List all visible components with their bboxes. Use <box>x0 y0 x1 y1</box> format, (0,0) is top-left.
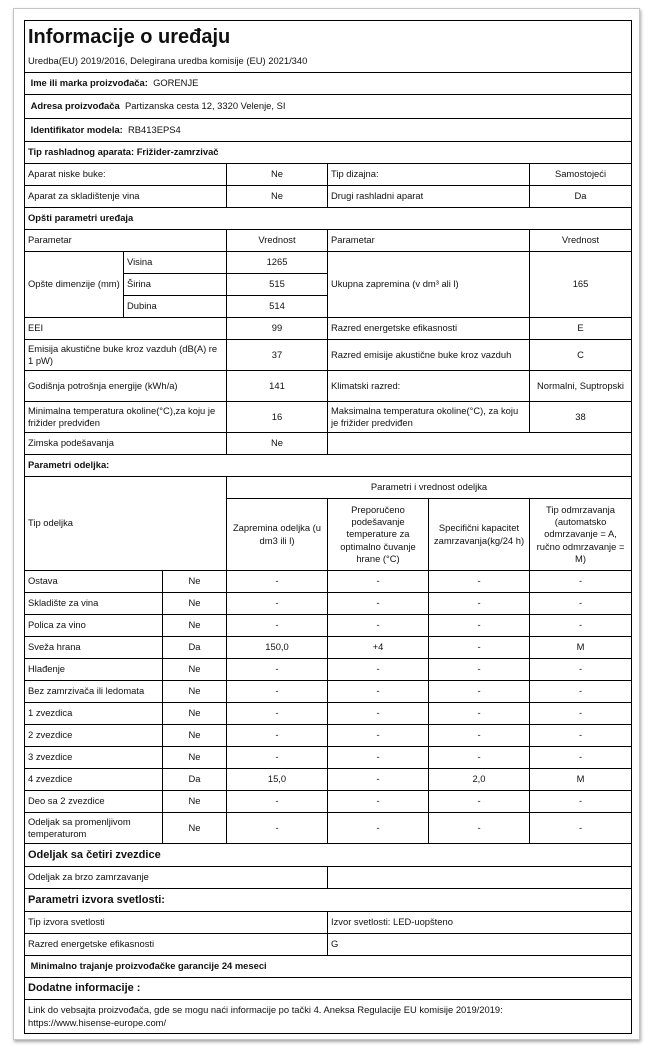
regulation-subtitle: Uredba(EU) 2019/2016, Delegirana uredba komisije (EU) 2021/340 <box>25 50 632 73</box>
annual-energy-value: 141 <box>227 371 328 402</box>
wine-storage-value: Ne <box>227 186 328 208</box>
max-temp-label: Maksimalna temperatura okoline(°C), za koju je frižider predviđen <box>328 402 530 433</box>
winter-setting-label: Zimska podešavanja <box>25 433 227 455</box>
compartment-present: Ne <box>163 681 227 703</box>
light-type-row <box>25 912 632 934</box>
compartment-defrost-type: - <box>530 659 632 681</box>
appliance-type: Tip rashladnog aparata: Frižider-zamrzivač <box>25 142 632 164</box>
compartment-name: Polica za vino <box>25 615 163 637</box>
manufacturer-row <box>25 73 632 95</box>
fast-freeze-label: Odeljak za brzo zamrzavanje <box>25 867 328 889</box>
compartment-temperature: - <box>328 769 429 791</box>
param-col-header-right: Parametar <box>328 230 530 252</box>
compartment-present: Ne <box>163 725 227 747</box>
compartment-temperature: - <box>328 681 429 703</box>
empty-cell <box>328 433 632 455</box>
param-row <box>25 402 632 433</box>
model-row <box>25 119 632 142</box>
height-value: 1265 <box>227 252 328 274</box>
compartment-row <box>25 571 632 593</box>
other-appliance-value: Da <box>530 186 632 208</box>
compartment-freezing-capacity: 2,0 <box>429 769 530 791</box>
compartment-freezing-capacity: - <box>429 681 530 703</box>
compartment-volume: - <box>227 725 328 747</box>
value-col-header-right: Vrednost <box>530 230 632 252</box>
compartment-temperature: - <box>328 703 429 725</box>
compartment-temperature: - <box>328 659 429 681</box>
compartment-defrost-type: - <box>530 593 632 615</box>
compartment-name: Odeljak sa promenljivom temperaturom <box>25 813 163 844</box>
compartment-defrost-type: - <box>530 791 632 813</box>
compartment-temperature: - <box>328 791 429 813</box>
light-type-label: Tip izvora svetlosti <box>25 912 328 934</box>
fast-freeze-value <box>328 867 632 889</box>
compartment-defrost-type: - <box>530 571 632 593</box>
compartment-volume: - <box>227 791 328 813</box>
compartment-name: Ostava <box>25 571 163 593</box>
compartment-freezing-capacity: - <box>429 571 530 593</box>
winter-setting-value: Ne <box>227 433 328 455</box>
compartment-row <box>25 747 632 769</box>
noise-class-value: C <box>530 340 632 371</box>
energy-class-value: E <box>530 318 632 340</box>
param-row <box>25 371 632 402</box>
compartment-freezing-capacity: - <box>429 659 530 681</box>
param-row <box>25 318 632 340</box>
noise-class-label: Razred emisije akustične buke kroz vazduh <box>328 340 530 371</box>
additional-info-heading: Dodatne informacije : <box>25 978 632 1000</box>
compartment-present: Da <box>163 637 227 659</box>
compartment-defrost-type: M <box>530 769 632 791</box>
light-class-row <box>25 934 632 956</box>
climate-class-label: Klimatski razred: <box>328 371 530 402</box>
page-title: Informacije o uređaju <box>25 21 632 51</box>
compartment-temperature: +4 <box>328 637 429 659</box>
compartment-name: Hlađenje <box>25 659 163 681</box>
four-star-heading: Odeljak sa četiri zvezdice <box>25 844 632 867</box>
design-type-value: Samostojeći <box>530 164 632 186</box>
eei-label: EEI <box>25 318 227 340</box>
model-value: RB413EPS4 <box>128 123 181 135</box>
compartment-row <box>25 813 632 844</box>
width-value: 515 <box>227 274 328 296</box>
defrost-type-col-header: Tip odmrzavanja (automatsko odmrzavanje = A, ručno odmrzavanje = M) <box>530 499 632 571</box>
compartment-temperature: - <box>328 725 429 747</box>
total-volume-value: 165 <box>530 252 632 318</box>
energy-class-label: Razred energetske efikasnosti <box>328 318 530 340</box>
compartment-present: Da <box>163 769 227 791</box>
compartment-temperature: - <box>328 813 429 844</box>
compartment-freezing-capacity: - <box>429 703 530 725</box>
address-row <box>25 95 632 119</box>
address-value: Partizanska cesta 12, 3320 Velenje, SI <box>124 100 286 112</box>
compartment-present: Ne <box>163 813 227 844</box>
temperature-col-header: Preporučeno podešavanje temperature za optimalno čuvanje hrane (°C) <box>328 499 429 571</box>
light-source-heading: Parametri izvora svetlosti: <box>25 889 632 912</box>
compartment-name: Sveža hrana <box>25 637 163 659</box>
compartment-name: Deo sa 2 zvezdice <box>25 791 163 813</box>
compartment-present: Ne <box>163 593 227 615</box>
type-row <box>25 164 632 186</box>
warranty <box>25 956 632 978</box>
general-params-heading: Opšti parametri uređaja <box>25 208 632 230</box>
eei-value: 99 <box>227 318 328 340</box>
compartment-defrost-type: - <box>530 725 632 747</box>
low-noise-value: Ne <box>227 164 328 186</box>
value-col-header: Vrednost <box>227 230 328 252</box>
compartment-volume: - <box>227 593 328 615</box>
compartment-present: Ne <box>163 659 227 681</box>
additional-info <box>25 1000 632 1034</box>
compartment-volume: - <box>227 659 328 681</box>
max-temp-value: 38 <box>530 402 632 433</box>
design-type-label: Tip dizajna: <box>328 164 530 186</box>
compartment-name: 2 zvezdice <box>25 725 163 747</box>
depth-value: 514 <box>227 296 328 318</box>
compartments-heading: Parametri odeljka: <box>25 455 632 477</box>
compartment-name: Skladište za vina <box>25 593 163 615</box>
dimensions-label: Opšte dimenzije (mm) <box>25 252 124 318</box>
wine-storage-label: Aparat za skladištenje vina <box>25 186 227 208</box>
compartment-row <box>25 659 632 681</box>
additional-info-text: Link do vebsajta proizvođača, gde se mogu naći informacije po tački 4. Aneksa Regulacije EU komisije 2019/2019: <box>28 1004 503 1016</box>
winter-row <box>25 433 632 455</box>
noise-emission-label: Emisija akustične buke kroz vazduh (dB(A) re 1 pW) <box>25 340 227 371</box>
compartment-volume: - <box>227 681 328 703</box>
compartment-name: 1 zvezdica <box>25 703 163 725</box>
compartment-name: Bez zamrzivača ili ledomata <box>25 681 163 703</box>
compartment-freezing-capacity: - <box>429 593 530 615</box>
fast-freeze-row <box>25 867 632 889</box>
compartment-params-group-header: Parametri i vrednost odeljka <box>227 477 632 499</box>
total-volume-label: Ukupna zapremina (v dm³ ali l) <box>328 252 530 318</box>
warranty-text: Minimalno trajanje proizvođačke garancije 24 meseci <box>30 960 267 972</box>
compartment-present: Ne <box>163 615 227 637</box>
compartment-defrost-type: - <box>530 681 632 703</box>
compartment-freezing-capacity: - <box>429 791 530 813</box>
compartment-present: Ne <box>163 791 227 813</box>
compartment-volume: 150,0 <box>227 637 328 659</box>
product-information-sheet <box>24 20 632 1034</box>
compartment-row <box>25 703 632 725</box>
compartment-name: 3 zvezdice <box>25 747 163 769</box>
light-class-value: G <box>328 934 632 956</box>
compartment-freezing-capacity: - <box>429 747 530 769</box>
other-appliance-label: Drugi rashladni aparat <box>328 186 530 208</box>
param-col-header: Parametar <box>25 230 227 252</box>
manufacturer-website-link[interactable]: https://www.hisense-europe.com/ <box>28 1016 167 1028</box>
model-label: Identifikator modela: <box>30 123 123 135</box>
compartment-defrost-type: - <box>530 813 632 844</box>
manufacturer-value: GORENJE <box>153 77 199 89</box>
compartment-name: 4 zvezdice <box>25 769 163 791</box>
light-type-value: Izvor svetlosti: LED-uopšteno <box>328 912 632 934</box>
compartment-volume: - <box>227 813 328 844</box>
compartment-defrost-type: - <box>530 703 632 725</box>
compartment-row <box>25 791 632 813</box>
min-temp-value: 16 <box>227 402 328 433</box>
compartment-volume: - <box>227 747 328 769</box>
compartment-freezing-capacity: - <box>429 615 530 637</box>
compartment-freezing-capacity: - <box>429 637 530 659</box>
volume-col-header: Zapremina odeljka (u dm3 ili l) <box>227 499 328 571</box>
compartment-row <box>25 615 632 637</box>
compartment-temperature: - <box>328 615 429 637</box>
compartment-present: Ne <box>163 747 227 769</box>
freezing-capacity-col-header: Specifični kapacitet zamrzavanja(kg/24 h) <box>429 499 530 571</box>
type-row <box>25 186 632 208</box>
height-label: Visina <box>124 252 227 274</box>
compartment-volume: - <box>227 703 328 725</box>
compartment-volume: - <box>227 571 328 593</box>
climate-class-value: Normalni, Suptropski <box>530 371 632 402</box>
manufacturer-label: Ime ili marka proizvođača: <box>30 77 148 89</box>
low-noise-label: Aparat niske buke: <box>25 164 227 186</box>
compartment-present: Ne <box>163 703 227 725</box>
compartment-rows <box>25 571 632 844</box>
compartment-volume: - <box>227 615 328 637</box>
address-label: Adresa proizvođača <box>30 100 120 112</box>
compartment-row <box>25 725 632 747</box>
general-params-header <box>25 230 632 252</box>
min-temp-label: Minimalna temperatura okoline(°C),za koju je frižider predviđen <box>25 402 227 433</box>
compartment-header-row <box>25 477 632 499</box>
compartment-row <box>25 769 632 791</box>
depth-label: Dubina <box>124 296 227 318</box>
light-class-label: Razred energetske efikasnosti <box>25 934 328 956</box>
compartment-type-header: Tip odeljka <box>25 477 227 571</box>
compartment-volume: 15,0 <box>227 769 328 791</box>
noise-emission-value: 37 <box>227 340 328 371</box>
compartment-temperature: - <box>328 593 429 615</box>
compartment-present: Ne <box>163 571 227 593</box>
compartment-defrost-type: - <box>530 747 632 769</box>
param-row <box>25 340 632 371</box>
compartment-freezing-capacity: - <box>429 813 530 844</box>
dimension-row <box>25 252 632 274</box>
width-label: Širina <box>124 274 227 296</box>
compartment-temperature: - <box>328 747 429 769</box>
compartment-defrost-type: - <box>530 615 632 637</box>
annual-energy-label: Godišnja potrošnja energije (kWh/a) <box>25 371 227 402</box>
compartment-row <box>25 593 632 615</box>
compartment-row <box>25 637 632 659</box>
compartment-row <box>25 681 632 703</box>
compartment-freezing-capacity: - <box>429 725 530 747</box>
document-page <box>13 8 640 1040</box>
compartment-temperature: - <box>328 571 429 593</box>
compartment-defrost-type: M <box>530 637 632 659</box>
